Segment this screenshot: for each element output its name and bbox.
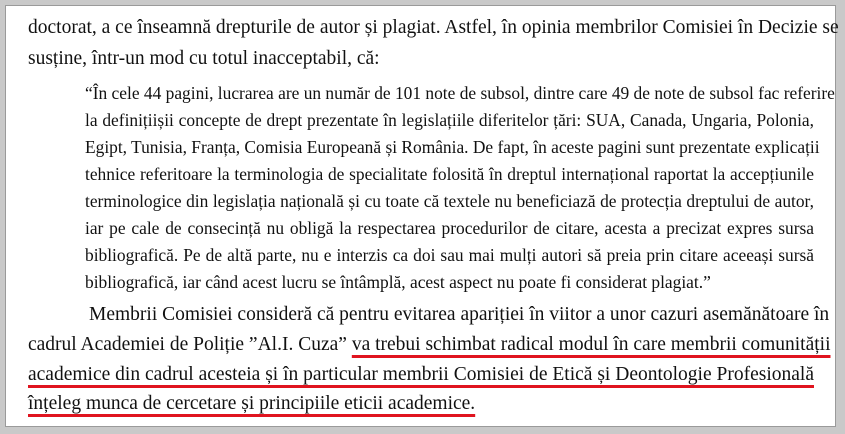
paragraph-2-line-3 bbox=[28, 363, 814, 387]
quote-line-7: bibliografică. Pe de altă parte, nu e interzis ca doi sau mai mulți autori să preia prin citare aceeași sursă bbox=[85, 245, 814, 265]
paragraph-2-line-2 bbox=[28, 333, 831, 357]
underlined-text: academice din cadrul acesteia și în particular membrii Comisiei de Etică și Deontologie Profesională bbox=[28, 364, 814, 385]
underlined-text: va trebui schimbat radical modul în care membrii comunității bbox=[351, 334, 831, 355]
quote-line-1: “În cele 44 pagini, lucrarea are un număr de 101 note de subsol, dintre care 49 de note de subsol fac referire bbox=[85, 83, 835, 103]
paragraph-2-plain-text: cadrul Academiei de Poliție ”Al.I. Cuza” bbox=[28, 334, 352, 355]
paragraph-2-line-4 bbox=[28, 392, 475, 416]
underlined-text: înțeleg munca de cercetare și principiile eticii academice. bbox=[28, 393, 476, 414]
quote-line-2: la definițiișii concepte de drept prezentate în legislațiile diferitelor țări: SUA, Canada, Ungaria, Polonia, bbox=[85, 110, 814, 130]
paragraph-1-line-1: doctorat, a ce înseamnă drepturile de autor și plagiat. Astfel, în opinia membrilor Comisiei în Decizie se bbox=[28, 17, 839, 38]
quote-line-8: bibliografică, iar când acest lucru se întâmplă, acest aspect nu poate fi considerat plagiat.” bbox=[85, 272, 711, 292]
quote-line-5: terminologice din legislația națională și cu toate că textele nu beneficiază de protecția dreptului de autor, bbox=[85, 191, 814, 211]
quote-line-6: iar pe cale de consecință nu obligă la respectarea procedurilor de citare, acesta a precizat expres sursa bbox=[85, 218, 814, 238]
quote-line-3: Egipt, Tunisia, Franța, Comisia Europeană și România. De fapt, în aceste pagini sunt prezentate explicații bbox=[85, 137, 820, 157]
paragraph-2-line-1: Membrii Comisiei consideră că pentru evitarea apariției în viitor a unor cazuri asemănătoare în bbox=[89, 304, 830, 325]
paragraph-1-line-2: susține, într-un mod cu totul inacceptabil, că: bbox=[28, 48, 380, 69]
document-page bbox=[5, 5, 839, 427]
quote-line-4: tehnice referitoare la terminologia de specialitate folosită în dreptul internațional raportat la accepțiunile bbox=[85, 164, 814, 184]
